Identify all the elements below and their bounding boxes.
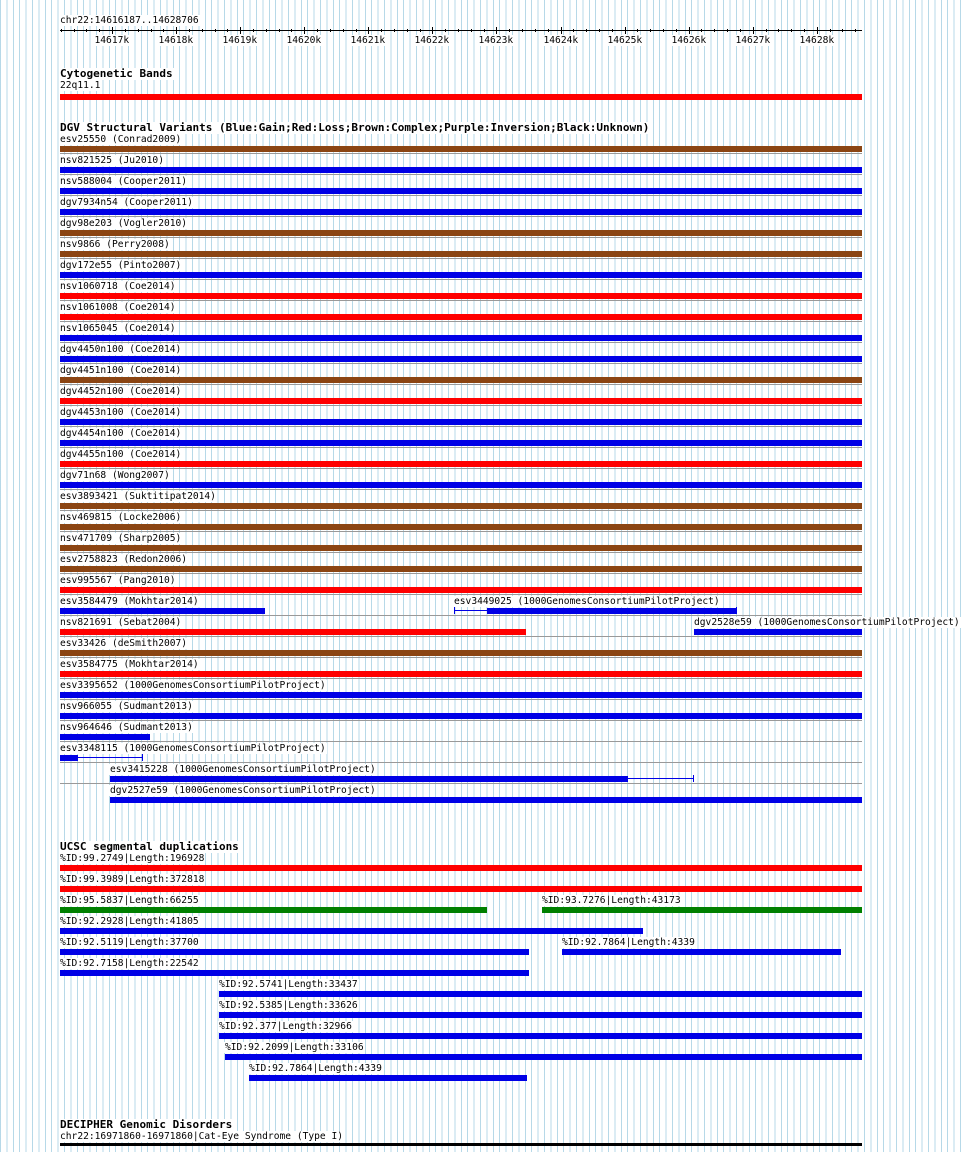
row-separator: [60, 615, 862, 616]
ruler-tick: [368, 27, 369, 34]
ruler-minor-tick: [548, 29, 549, 32]
segdup-feature-label: %ID:92.5385|Length:33626: [219, 1000, 358, 1011]
ruler-tick: [625, 27, 626, 34]
dgv-feature-connector: [628, 778, 693, 779]
segdup-feature-label: %ID:92.377|Length:32966: [219, 1021, 352, 1032]
dgv-feature-bar[interactable]: [60, 272, 862, 278]
dgv-feature-label: dgv172e55 (Pinto2007): [60, 260, 182, 271]
segdup-feature-bar[interactable]: [60, 928, 643, 934]
ruler-minor-tick: [855, 29, 856, 32]
segdup-feature-label: %ID:92.7158|Length:22542: [60, 958, 199, 969]
segdup-feature-label: %ID:95.5837|Length:66255: [60, 895, 199, 906]
ruler-minor-tick: [291, 29, 292, 32]
cytoband-bar[interactable]: [60, 94, 862, 100]
dgv-feature-bar[interactable]: [110, 797, 862, 803]
ruler-minor-tick: [227, 29, 228, 32]
ruler-minor-tick: [535, 29, 536, 32]
dgv-feature-label: nsv821691 (Sebat2004): [60, 617, 182, 628]
dgv-feature-bar[interactable]: [60, 146, 862, 152]
row-separator: [60, 636, 862, 637]
segdup-feature-bar[interactable]: [219, 991, 862, 997]
dgv-feature-label: esv3348115 (1000GenomesConsortiumPilotProject): [60, 743, 326, 754]
dgv-feature-label: dgv98e203 (Vogler2010): [60, 218, 188, 229]
ruler-minor-tick: [407, 29, 408, 32]
dgv-feature-bar[interactable]: [60, 251, 862, 257]
ruler-minor-tick: [189, 29, 190, 32]
ruler-minor-tick: [394, 29, 395, 32]
ruler-tick-label: 14617k: [94, 35, 130, 46]
ruler-minor-tick: [74, 29, 75, 32]
segdup-feature-bar[interactable]: [225, 1054, 862, 1060]
ruler-minor-tick: [356, 29, 357, 32]
dgv-track-title: DGV Structural Variants (Blue:Gain;Red:Loss;Brown:Complex;Purple:Inversion;Black:Unknown): [60, 121, 650, 134]
dgv-feature-bar[interactable]: [60, 440, 862, 446]
dgv-feature-bar[interactable]: [60, 524, 862, 530]
row-separator: [60, 363, 862, 364]
row-separator: [60, 552, 862, 553]
dgv-feature-label: nsv588004 (Cooper2011): [60, 176, 188, 187]
ruler-minor-tick: [714, 29, 715, 32]
dgv-feature-label: dgv71n68 (Wong2007): [60, 470, 170, 481]
row-separator: [60, 699, 862, 700]
row-separator: [60, 531, 862, 532]
segdup-feature-label: %ID:99.3989|Length:372818: [60, 874, 205, 885]
dgv-feature-bar[interactable]: [60, 545, 862, 551]
dgv-feature-label: esv3893421 (Suktitipat2014): [60, 491, 216, 502]
ruler-tick: [753, 27, 754, 34]
ruler-minor-tick: [163, 29, 164, 32]
row-separator: [60, 279, 862, 280]
ruler-minor-tick: [842, 29, 843, 32]
dgv-feature-label: dgv2527e59 (1000GenomesConsortiumPilotProject): [110, 785, 376, 796]
row-separator: [60, 153, 862, 154]
ruler-tick: [112, 27, 113, 34]
dgv-feature-bar[interactable]: [60, 503, 862, 509]
dgv-feature-label: nsv471709 (Sharp2005): [60, 533, 182, 544]
dgv-feature-label: esv3395652 (1000GenomesConsortiumPilotProject): [60, 680, 326, 691]
segdup-feature-label: %ID:92.2099|Length:33106: [225, 1042, 364, 1053]
dgv-feature-label: esv33426 (deSmith2007): [60, 638, 188, 649]
row-separator: [60, 489, 862, 490]
ruler-axis: [60, 30, 862, 31]
dgv-feature-label: esv3449025 (1000GenomesConsortiumPilotProject): [454, 596, 720, 607]
ruler-tick-label: 14627k: [735, 35, 771, 46]
row-separator: [60, 678, 862, 679]
dgv-feature-bar[interactable]: [60, 671, 862, 677]
segdup-feature-label: %ID:92.5119|Length:37700: [60, 937, 199, 948]
dgv-feature-bar[interactable]: [60, 566, 862, 572]
dgv-feature-bar[interactable]: [60, 755, 78, 761]
ruler-tick-label: 14623k: [478, 35, 514, 46]
ruler-minor-tick: [86, 29, 87, 32]
ruler-tick: [689, 27, 690, 34]
row-separator: [60, 384, 862, 385]
row-separator: [60, 657, 862, 658]
dgv-feature-bar[interactable]: [60, 692, 862, 698]
ruler-minor-tick: [766, 29, 767, 32]
dgv-feature-label: nsv966055 (Sudmant2013): [60, 701, 193, 712]
row-separator: [60, 594, 862, 595]
ruler-minor-tick: [215, 29, 216, 32]
dgv-feature-label: esv3415228 (1000GenomesConsortiumPilotProject): [110, 764, 376, 775]
dgv-feature-bar[interactable]: [60, 482, 862, 488]
ruler-minor-tick: [125, 29, 126, 32]
row-separator: [60, 195, 862, 196]
dgv-feature-bar[interactable]: [694, 629, 862, 635]
row-separator: [60, 762, 862, 763]
segdup-feature-bar[interactable]: [60, 970, 529, 976]
dgv-feature-label: dgv4455n100 (Coe2014): [60, 449, 182, 460]
ruler-tick: [240, 27, 241, 34]
ruler-minor-tick: [586, 29, 587, 32]
row-separator: [60, 216, 862, 217]
ruler-tick-label: 14626k: [671, 35, 707, 46]
dgv-feature-bar[interactable]: [60, 293, 862, 299]
cytoband-track-title: Cytogenetic Bands: [60, 67, 173, 80]
segdup-feature-label: %ID:93.7276|Length:43173: [542, 895, 681, 906]
ruler-tick-label: 14619k: [222, 35, 258, 46]
dgv-feature-label: dgv4451n100 (Coe2014): [60, 365, 182, 376]
segdup-feature-label: %ID:92.7864|Length:4339: [249, 1063, 382, 1074]
segdup-feature-bar[interactable]: [60, 907, 487, 913]
ruler-minor-tick: [509, 29, 510, 32]
row-separator: [60, 783, 862, 784]
row-separator: [60, 300, 862, 301]
segdup-feature-bar[interactable]: [60, 886, 862, 892]
ruler-minor-tick: [151, 29, 152, 32]
ruler-tick-label: 14621k: [350, 35, 386, 46]
dgv-feature-bar[interactable]: [60, 230, 862, 236]
dgv-feature-label: esv25550 (Conrad2009): [60, 134, 182, 145]
ruler-minor-tick: [266, 29, 267, 32]
ruler-minor-tick: [99, 29, 100, 32]
decipher-feature-bar[interactable]: [60, 1143, 862, 1146]
ruler-minor-tick: [484, 29, 485, 32]
dgv-feature-cap: [142, 754, 143, 761]
dgv-feature-label: esv2758823 (Redon2006): [60, 554, 188, 565]
dgv-feature-cap: [693, 775, 694, 782]
decipher-feature-label: chr22:16971860-16971860|Cat-Eye Syndrome (Type I): [60, 1131, 344, 1142]
segdup-feature-bar[interactable]: [219, 1033, 862, 1039]
ruler-minor-tick: [445, 29, 446, 32]
segdup-feature-bar[interactable]: [542, 907, 862, 913]
dgv-feature-label: dgv4450n100 (Coe2014): [60, 344, 182, 355]
ruler-minor-tick: [458, 29, 459, 32]
ruler-tick-label: 14624k: [543, 35, 579, 46]
dgv-feature-cap: [736, 607, 737, 614]
segdup-feature-bar[interactable]: [219, 1012, 862, 1018]
segdup-feature-label: %ID:92.2928|Length:41805: [60, 916, 199, 927]
dgv-feature-bar[interactable]: [110, 776, 628, 782]
ruler-minor-tick: [663, 29, 664, 32]
ruler-minor-tick: [279, 29, 280, 32]
dgv-feature-bar[interactable]: [60, 734, 150, 740]
row-separator: [60, 573, 862, 574]
ruler-minor-tick: [612, 29, 613, 32]
ruler-tick: [304, 27, 305, 34]
ruler-minor-tick: [522, 29, 523, 32]
dgv-feature-label: esv995567 (Pang2010): [60, 575, 176, 586]
segdup-track-title: UCSC segmental duplications: [60, 840, 239, 853]
ruler-minor-tick: [791, 29, 792, 32]
dgv-feature-bar[interactable]: [60, 377, 862, 383]
ruler-minor-tick: [138, 29, 139, 32]
dgv-feature-bar[interactable]: [60, 314, 862, 320]
dgv-feature-label: nsv821525 (Ju2010): [60, 155, 164, 166]
dgv-feature-bar[interactable]: [60, 608, 265, 614]
dgv-feature-label: dgv4452n100 (Coe2014): [60, 386, 182, 397]
dgv-feature-bar[interactable]: [60, 356, 862, 362]
segdup-feature-bar[interactable]: [562, 949, 841, 955]
ruler-minor-tick: [740, 29, 741, 32]
row-separator: [60, 258, 862, 259]
ruler-tick: [176, 27, 177, 34]
dgv-feature-bar[interactable]: [60, 587, 862, 593]
dgv-feature-bar[interactable]: [60, 398, 862, 404]
ruler-minor-tick: [343, 29, 344, 32]
row-separator: [60, 342, 862, 343]
ruler-minor-tick: [676, 29, 677, 32]
segdup-feature-bar[interactable]: [249, 1075, 527, 1081]
ruler-minor-tick: [317, 29, 318, 32]
ruler-minor-tick: [637, 29, 638, 32]
ruler-tick-label: 14628k: [799, 35, 835, 46]
ruler-tick: [817, 27, 818, 34]
dgv-feature-label: dgv2528e59 (1000GenomesConsortiumPilotProject): [694, 617, 960, 628]
dgv-feature-bar[interactable]: [60, 335, 862, 341]
ruler-minor-tick: [573, 29, 574, 32]
dgv-feature-connector: [60, 757, 142, 758]
ruler-minor-tick: [778, 29, 779, 32]
dgv-feature-bar[interactable]: [487, 608, 736, 614]
segdup-feature-bar[interactable]: [60, 865, 862, 871]
dgv-feature-bar[interactable]: [60, 167, 862, 173]
ruler-tick: [561, 27, 562, 34]
dgv-feature-cap: [454, 607, 455, 614]
row-separator: [60, 510, 862, 511]
dgv-feature-bar[interactable]: [60, 419, 862, 425]
dgv-feature-bar[interactable]: [60, 713, 862, 719]
row-separator: [60, 447, 862, 448]
ruler-tick-label: 14618k: [158, 35, 194, 46]
ruler-minor-tick: [727, 29, 728, 32]
ruler-minor-tick: [471, 29, 472, 32]
ruler-minor-tick: [599, 29, 600, 32]
dgv-feature-bar[interactable]: [60, 188, 862, 194]
dgv-feature-bar[interactable]: [60, 209, 862, 215]
dgv-feature-label: nsv1061008 (Coe2014): [60, 302, 176, 313]
dgv-feature-label: dgv4454n100 (Coe2014): [60, 428, 182, 439]
segdup-feature-label: %ID:92.7864|Length:4339: [562, 937, 695, 948]
row-separator: [60, 174, 862, 175]
row-separator: [60, 237, 862, 238]
ruler-tick: [496, 27, 497, 34]
dgv-feature-label: nsv1060718 (Coe2014): [60, 281, 176, 292]
segdup-feature-label: %ID:92.5741|Length:33437: [219, 979, 358, 990]
segdup-feature-bar[interactable]: [60, 949, 529, 955]
ruler-tick-label: 14620k: [286, 35, 322, 46]
decipher-track-title: DECIPHER Genomic Disorders: [60, 1118, 233, 1131]
dgv-feature-label: esv3584775 (Mokhtar2014): [60, 659, 199, 670]
ruler-minor-tick: [804, 29, 805, 32]
ruler-minor-tick: [830, 29, 831, 32]
segdup-feature-label: %ID:99.2749|Length:196928: [60, 853, 205, 864]
row-separator: [60, 321, 862, 322]
dgv-feature-label: nsv9866 (Perry2008): [60, 239, 170, 250]
ruler-tick: [432, 27, 433, 34]
dgv-feature-bar[interactable]: [60, 629, 526, 635]
dgv-feature-label: nsv964646 (Sudmant2013): [60, 722, 193, 733]
cytoband-label: 22q11.1: [60, 80, 101, 91]
row-separator: [60, 468, 862, 469]
ruler-minor-tick: [61, 29, 62, 32]
ruler-minor-tick: [253, 29, 254, 32]
dgv-feature-label: dgv7934n54 (Cooper2011): [60, 197, 193, 208]
dgv-feature-label: dgv4453n100 (Coe2014): [60, 407, 182, 418]
ruler-minor-tick: [420, 29, 421, 32]
region-label: chr22:14616187..14628706: [60, 15, 199, 26]
ruler-tick-label: 14622k: [414, 35, 450, 46]
dgv-feature-label: esv3584479 (Mokhtar2014): [60, 596, 199, 607]
ruler-minor-tick: [381, 29, 382, 32]
row-separator: [60, 720, 862, 721]
dgv-feature-label: nsv1065045 (Coe2014): [60, 323, 176, 334]
row-separator: [60, 426, 862, 427]
ruler-minor-tick: [650, 29, 651, 32]
row-separator: [60, 405, 862, 406]
ruler-minor-tick: [202, 29, 203, 32]
dgv-feature-bar[interactable]: [60, 650, 862, 656]
ruler-minor-tick: [701, 29, 702, 32]
ruler-minor-tick: [330, 29, 331, 32]
row-separator: [60, 741, 862, 742]
dgv-feature-label: nsv469815 (Locke2006): [60, 512, 182, 523]
ruler-tick-label: 14625k: [607, 35, 643, 46]
dgv-feature-bar[interactable]: [60, 461, 862, 467]
